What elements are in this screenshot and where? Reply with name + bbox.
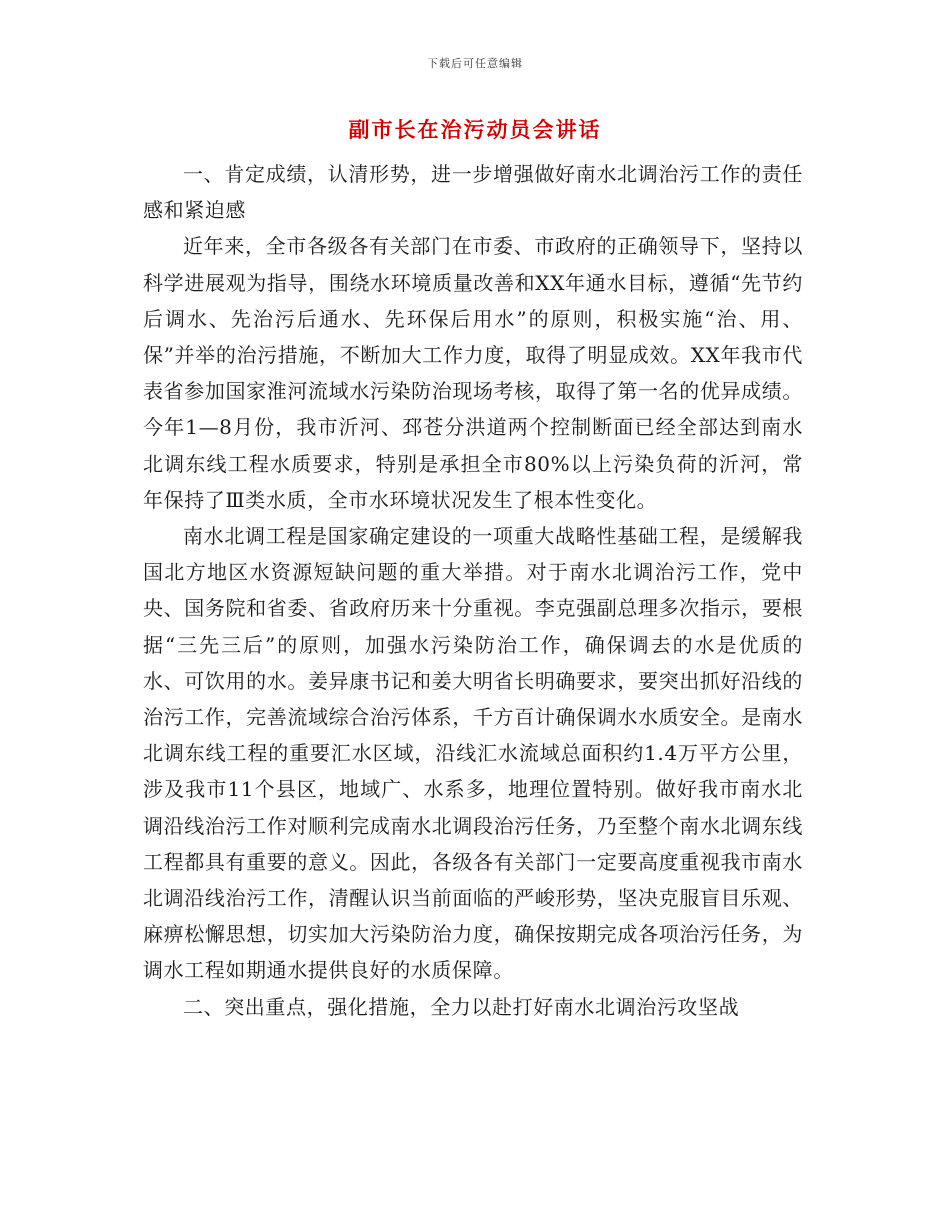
document-body	[143, 156, 803, 1025]
paragraph-achievements: 近年来，全市各级各有关部门在市委、市政府的正确领导下，坚持以科学进展观为指导，围绕水环境质量改善和XX年通水目标，遵循“先节约后调水、先治污后通水、先环保后用水”的原则，积极实施“治、用、保”并举的治污措施，不断加大工作力度，取得了明显成效。XX年我市代表省参加国家淮河流域水污染防治现场考核，取得了第一名的优异成绩。今年1—8月份，我市沂河、邳苍分洪道两个控制断面已经全部达到南水北调东线工程水质要求，特别是承担全市80%以上污染负荷的沂河，常年保持了Ⅲ类水质，全市水环境状况发生了根本性变化。	[143, 234, 803, 512]
paragraph-section-heading-1: 一、肯定成绩，认清形势，进一步增强做好南水北调治污工作的责任感和紧迫感	[143, 162, 803, 223]
paragraph-project-importance: 南水北调工程是国家确定建设的一项重大战略性基础工程，是缓解我国北方地区水资源短缺问题的重大举措。对于南水北调治污工作，党中央、国务院和省委、省政府历来十分重视。李克强副总理多次指示，要根据“三先三后”的原则，加强水污染防治工作，确保调去的水是优质的水、可饮用的水。姜异康书记和姜大明省长明确要求，要突出抓好沿线的治污工作，完善流域综合治污体系，千方百计确保调水水质安全。是南水北调东线工程的重要汇水区域，沿线汇水流域总面积约1.4万平方公里，涉及我市11个县区，地域广、水系多，地理位置特别。做好我市南水北调沿线治污工作对顺利完成南水北调段治污任务，乃至整个南水北调东线工程都具有重要的意义。因此，各级各有关部门一定要高度重视我市南水北调沿线治污工作，清醒认识当前面临的严峻形势，坚决克服盲目乐观、麻痹松懈思想，切实加大污染防治力度，确保按期完成各项治污任务，为调水工程如期通水提供良好的水质保障。	[143, 524, 803, 983]
document-title: 副市长在治污动员会讲话	[348, 118, 602, 142]
paragraph-section-heading-2: 二、突出重点，强化措施，全力以赴打好南水北调治污攻坚战	[183, 994, 740, 1019]
header-note: 下载后可任意编辑	[427, 57, 523, 70]
